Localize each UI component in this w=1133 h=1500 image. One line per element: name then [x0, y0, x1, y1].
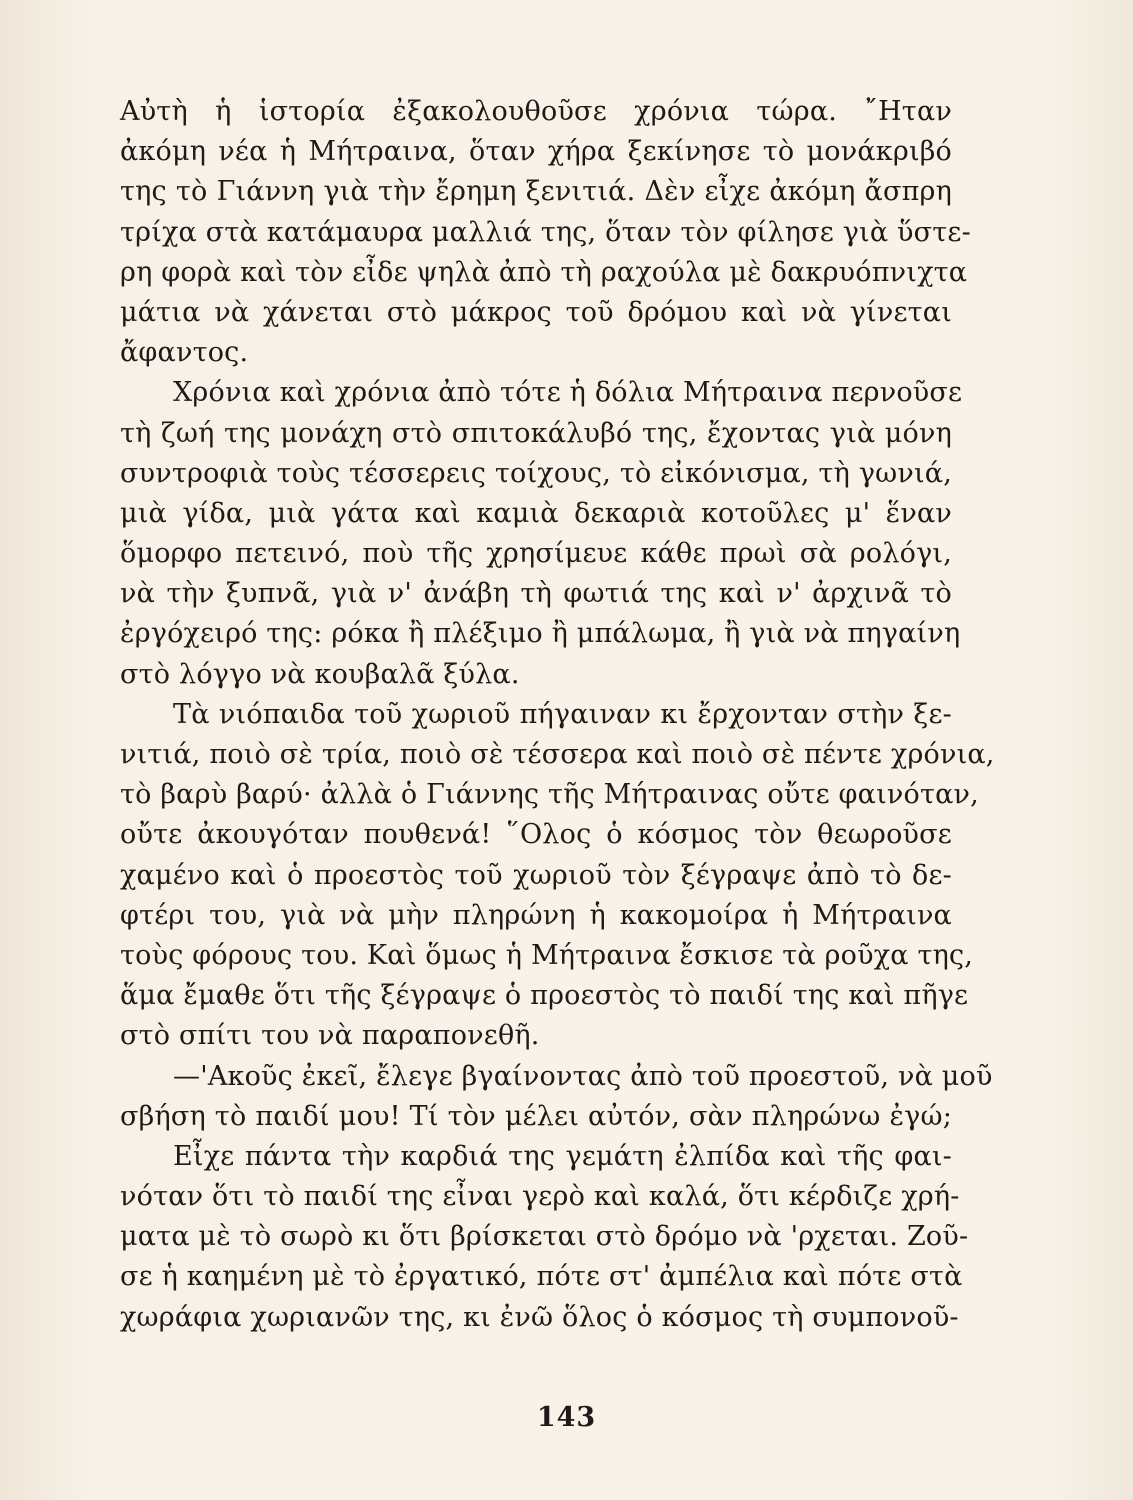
- body-text: [120, 92, 995, 1338]
- text-line: νόταν ὅτι τὸ παιδί της εἶναι γερὸ καὶ καλά, ὅτι κέρδιζε χρή-: [120, 1181, 960, 1213]
- text-line: μιὰ γίδα, μιὰ γάτα καὶ καμιὰ δεκαριὰ κοτοῦλες μ' ἕναν: [120, 497, 952, 529]
- text-line: Χρόνια καὶ χρόνια ἀπὸ τότε ἡ δόλια Μήτραινα περνοῦσε: [173, 377, 963, 409]
- text-line: —'Ακοῦς ἐκεῖ, ἔλεγε βγαίνοντας ἀπὸ τοῦ προεστοῦ, νὰ μοῦ: [173, 1060, 993, 1092]
- text-line: ρη φορὰ καὶ τὸν εἶδε ψηλὰ ἀπὸ τὴ ραχούλα μὲ δακρυόπνιχτα: [120, 256, 968, 288]
- text-line: ματα μὲ τὸ σωρὸ κι ὅτι βρίσκεται στὸ δρόμο νὰ 'ρχεται. Ζοῦ-: [120, 1221, 969, 1253]
- text-line: συντροφιὰ τοὺς τέσσερεις τοίχους, τὸ εἰκόνισμα, τὴ γωνιά,: [120, 457, 952, 489]
- text-line: Τὰ νιόπαιδα τοῦ χωριοῦ πήγαιναν κι ἔρχονταν στὴν ξε-: [173, 698, 952, 730]
- text-line: στὸ λόγγο νὰ κουβαλᾶ ξύλα.: [120, 658, 520, 690]
- text-line: σε ἡ καημένη μὲ τὸ ἐργατικό, πότε στ' ἀμπέλια καὶ πότε στὰ: [120, 1261, 963, 1293]
- text-line: χαμένο καὶ ὁ προεστὸς τοῦ χωριοῦ τὸν ξέγραψε ἀπὸ τὸ δε-: [120, 859, 952, 891]
- text-line: ἅμα ἔμαθε ὅτι τῆς ξέγραψε ὁ προεστὸς τὸ παιδί της καὶ πῆγε: [120, 980, 969, 1012]
- text-line: χωράφια χωριανῶν της, κι ἐνῶ ὅλος ὁ κόσμος τὴ συμπονοῦ-: [120, 1301, 959, 1333]
- text-line: τὴ ζωή της μονάχη στὸ σπιτοκάλυβό της, ἔχοντας γιὰ μόνη: [120, 417, 952, 449]
- text-line: Εἶχε πάντα τὴν καρδιά της γεμάτη ἐλπίδα καὶ τῆς φαι-: [173, 1140, 952, 1172]
- text-line: νὰ τὴν ξυπνᾶ, γιὰ ν' ἀνάβη τὴ φωτιά της καὶ ν' ἀρχινᾶ τὸ: [120, 578, 952, 610]
- text-line: τοὺς φόρους του. Καὶ ὅμως ἡ Μήτραινα ἔσκισε τὰ ροῦχα της,: [120, 939, 974, 971]
- text-line: της τὸ Γιάννη γιὰ τὴν ἔρημη ξενιτιά. Δὲν εἶχε ἀκόμη ἄσπρη: [120, 176, 952, 208]
- text-line: φτέρι του, γιὰ νὰ μὴν πληρώνη ἡ κακομοίρα ἡ Μήτραινα: [120, 899, 952, 931]
- text-line: μάτια νὰ χάνεται στὸ μάκρος τοῦ δρόμου καὶ νὰ γίνεται: [120, 296, 952, 328]
- text-line: ὅμορφο πετεινό, ποὺ τῆς χρησίμευε κάθε πρωὶ σὰ ρολόγι,: [120, 538, 952, 570]
- text-line: Αὐτὴ ἡ ἱστορία ἐξακολουθοῦσε χρόνια τώρα. ῎Ηταν: [120, 96, 952, 127]
- text-line: οὔτε ἀκουγόταν πουθενά! ῞Ολος ὁ κόσμος τὸν θεωροῦσε: [120, 819, 952, 851]
- text-line: τρίχα στὰ κατάμαυρα μαλλιά της, ὅταν τὸν φίλησε γιὰ ὕστε-: [120, 216, 971, 248]
- text-line: τὸ βαρὺ βαρύ· ἀλλὰ ὁ Γιάννης τῆς Μήτραινας οὔτε φαινόταν,: [120, 779, 979, 811]
- text-line: νιτιά, ποιὸ σὲ τρία, ποιὸ σὲ τέσσερα καὶ ποιὸ σὲ πέντε χρόνια,: [120, 739, 995, 770]
- text-line: σβήση τὸ παιδί μου! Τί τὸν μέλει αὐτόν, σὰν πληρώνω ἐγώ;: [120, 1100, 952, 1132]
- text-line: ἐργόχειρό της: ρόκα ἢ πλέξιμο ἢ μπάλωμα, ἢ γιὰ νὰ πηγαίνη: [120, 618, 961, 650]
- page-number: 143: [536, 1402, 597, 1433]
- text-line: στὸ σπίτι του νὰ παραπονεθῆ.: [120, 1020, 540, 1052]
- text-line: ἀκόμη νέα ἡ Μήτραινα, ὅταν χήρα ξεκίνησε τὸ μονάκριβό: [120, 136, 952, 168]
- text-line: ἄφαντος.: [120, 337, 249, 369]
